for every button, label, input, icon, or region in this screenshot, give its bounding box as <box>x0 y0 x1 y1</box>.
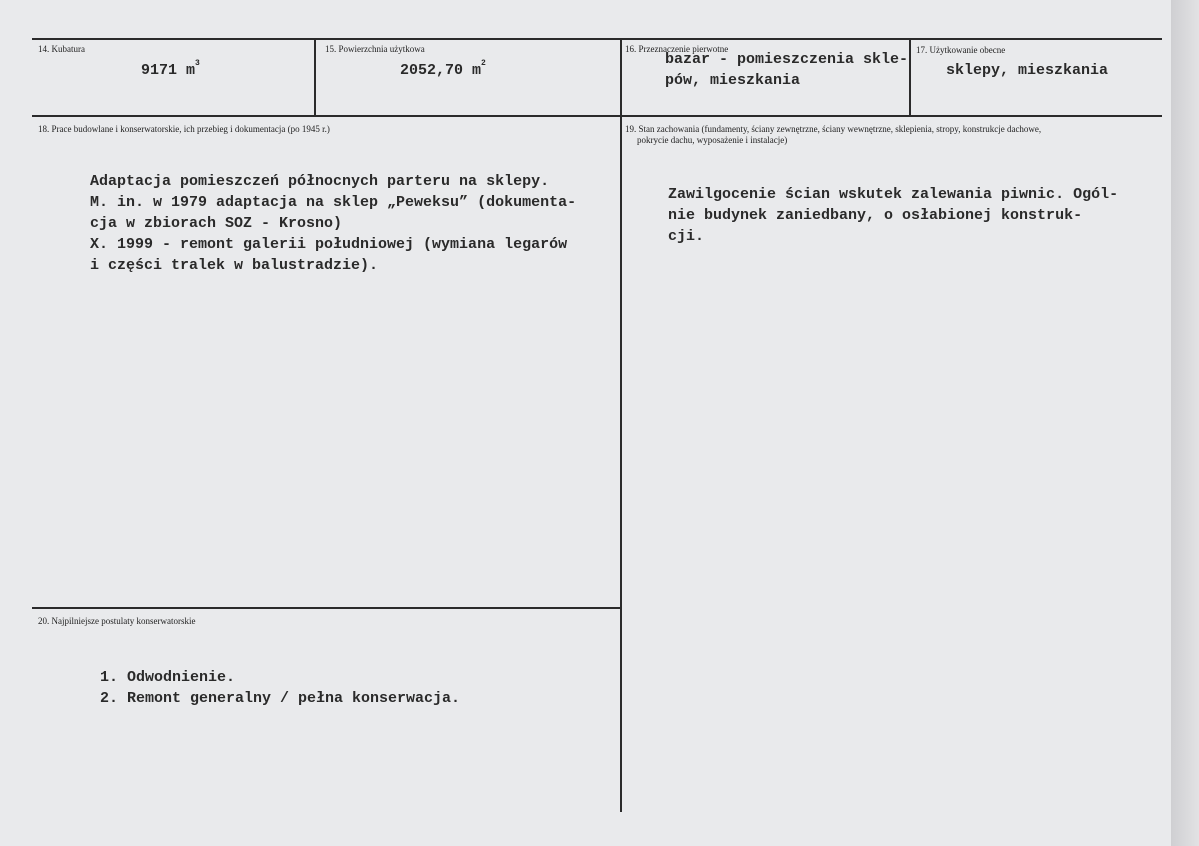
field-14-label: 14. Kubatura <box>38 44 85 54</box>
field-20-text <box>100 650 460 726</box>
section-20-top-rule <box>32 607 622 609</box>
field-15-value <box>400 59 486 79</box>
field-17-value: sklepy, mieszkania <box>946 62 1109 79</box>
field-19-text <box>668 167 1118 264</box>
field-16-label: 16. Przeznaczenie pierwotne <box>625 44 729 54</box>
field-14-unit-exponent: 3 <box>195 59 200 68</box>
field-18-line: X. 1999 - remont galerii południowej (wymiana legarów <box>90 236 568 253</box>
field-19-label-line2: pokrycie dachu, wyposażenie i instalacje) <box>637 135 788 145</box>
field-19-line: Zawilgocenie ścian wskutek zalewania piwnic. Ogól- <box>668 186 1119 203</box>
row1-bottom-rule <box>32 115 1162 117</box>
field-16-line2: pów, mieszkania <box>665 72 801 89</box>
field-17-label: 17. Użytkowanie obecne <box>916 45 1006 55</box>
top-rule <box>32 38 1162 40</box>
field-15-unit-exponent: 2 <box>481 59 486 68</box>
field-19-line: cji. <box>668 228 705 245</box>
field-18-line: i części tralek w balustradzie). <box>90 257 379 274</box>
field-15-text: 2052,70 m <box>400 62 482 79</box>
field-18-line: cja w zbiorach SOZ - Krosno) <box>90 215 343 232</box>
field-18-line: Adaptacja pomieszczeń północnych parteru na sklepy. <box>90 173 550 190</box>
field-20-line: 1. Odwodnienie. <box>100 669 236 686</box>
field-14-value <box>141 59 200 79</box>
divider-14-15 <box>314 38 316 117</box>
field-20-label: 20. Najpilniejsze postulaty konserwatorskie <box>38 616 196 626</box>
divider-16-17 <box>909 38 911 117</box>
field-18-text <box>90 154 576 293</box>
field-16-line1: bazar - pomieszczenia skle- <box>665 51 909 68</box>
field-18-line: M. in. w 1979 adaptacja na sklep „Peweksu” (dokumenta- <box>90 194 577 211</box>
field-19-label-line1: 19. Stan zachowania (fundamenty, ściany zewnętrzne, ściany wewnętrzne, sklepienia, stropy, konstrukcje dachowe, <box>625 124 1042 134</box>
card-edge-shadow <box>1171 0 1199 846</box>
divider-15-16 <box>620 38 622 812</box>
field-20-line: 2. Remont generalny / pełna konserwacja. <box>100 690 461 707</box>
field-19-line: nie budynek zaniedbany, o osłabionej konstruk- <box>668 207 1083 224</box>
field-18-label: 18. Prace budowlane i konserwatorskie, ich przebieg i dokumentacja (po 1945 r.) <box>38 124 330 134</box>
field-15-label: 15. Powierzchnia użytkowa <box>325 44 425 54</box>
field-14-text: 9171 m <box>141 62 196 79</box>
